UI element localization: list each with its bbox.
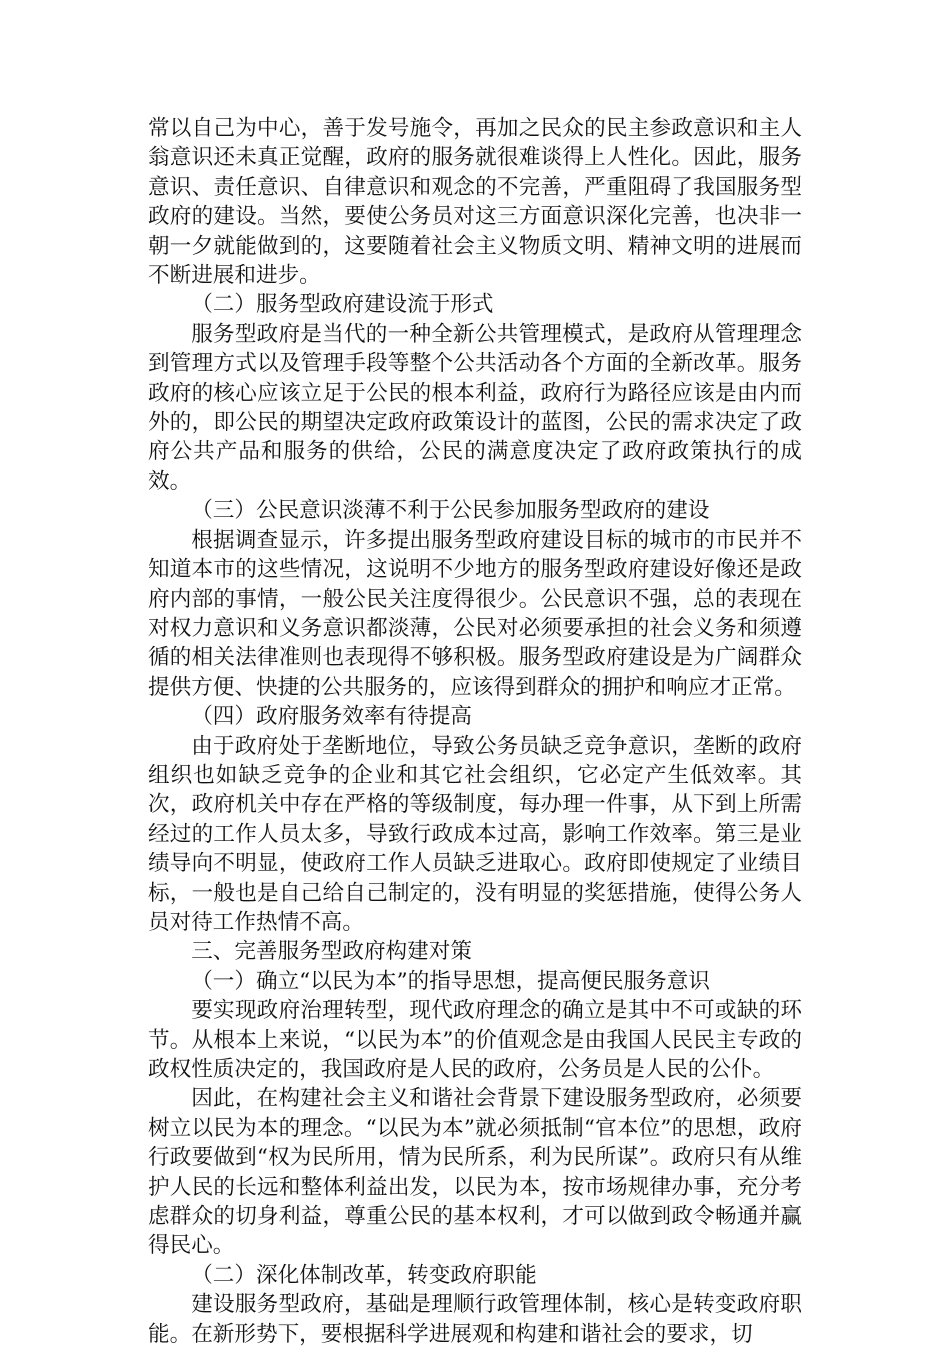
heading-formalism: （二）服务型政府建设流于形式 [191,292,494,318]
heading-section-three: 三、完善服务型政府构建对策 [191,939,472,965]
paragraph-service-awareness-continued: 常以自己为中心，善于发号施令，再加之民众的民主参政意识和主人翁意识还未真正觉醒，政府的服务就很难谈得上人性化。因此，服务意识、责任意识、自律意识和观念的不完善，严重阻碍了我国服务型政府的建设。当然，要使公务员对这三方面意识深化完善，也决非一朝一夕就能做到的，这要随着社会主义物质文明、精神文明的进展而不断进展和进步。 [148,116,802,289]
heading-efficiency: （四）政府服务效率有待提高 [191,704,472,730]
heading-institutional-reform: （二）深化体制改革，转变政府职能 [191,1262,537,1288]
paragraph-monopoly-efficiency: 由于政府处于垄断地位，导致公务员缺乏竞争意识，垄断的政府组织也如缺乏竞争的企业和其它社会组织，它必定产生低效率。其次，政府机关中存在严格的等级制度，每办理一件事，从下到上所需经过的工作人员太多，导致行政成本过高，影响工作效率。第三是业绩导向不明显，使政府工作人员缺乏进取心。政府即使规定了业绩目标，一般也是自己给自己制定的，没有明显的奖惩措施，使得公务人员对待工作热情不高。 [148,733,802,935]
paragraph-functional-transformation: 建设服务型政府，基础是理顺行政管理体制，核心是转变政府职能。在新形势下，要根据科学进展观和构建和谐社会的要求，切 [148,1292,802,1347]
heading-people-oriented: （一）确立“以民为本”的指导思想，提高便民服务意识 [191,968,710,994]
heading-citizen-awareness: （三）公民意识淡薄不利于公民参加服务型政府的建设 [191,498,710,524]
paragraph-survey-findings: 根据调查显示，许多提出服务型政府建设目标的城市的市民并不知道本市的这些情况，这说明不少地方的服务型政府建设好像还是政府内部的事情，一般公民关注度得很少。公民意识不强，总的表现在对权力意识和义务意识都淡薄，公民对必须要承担的社会义务和须遵循的相关法律准则也表现得不够积极。服务型政府建设是为广阔群众提供方便、快捷的公共服务的，应该得到群众的拥护和响应才正常。 [148,527,802,700]
paragraph-governance-transition: 要实现政府治理转型，现代政府理念的确立是其中不可或缺的环节。从根本上来说，“以民为本”的价值观念是由我国人民民主专政的政权性质决定的，我国政府是人民的政府，公务员是人民的公仆。 [148,998,802,1082]
paragraph-service-government-model: 服务型政府是当代的一种全新公共管理模式，是政府从管理理念到管理方式以及管理手段等整个公共活动各个方面的全新改革。服务政府的核心应该立足于公民的根本利益，政府行为路径应该是由内而外的，即公民的期望决定政府政策设计的蓝图，公民的需求决定了政府公共产品和服务的供给，公民的满意度决定了政府政策执行的成效。 [148,321,802,494]
document-page [148,114,802,1349]
paragraph-people-oriented-concept: 因此，在构建社会主义和谐社会背景下建设服务型政府，必须要树立以民为本的理念。“以民为本”就必须抵制“官本位”的思想，政府行政要做到“权为民所用，情为民所系，利为民所谋”。政府只有从维护人民的长远和整体利益出发，以民为本，按市场规律办事，充分考虑群众的切身利益，尊重公民的基本权利，才可以做到政令畅通并赢得民心。 [148,1086,802,1259]
